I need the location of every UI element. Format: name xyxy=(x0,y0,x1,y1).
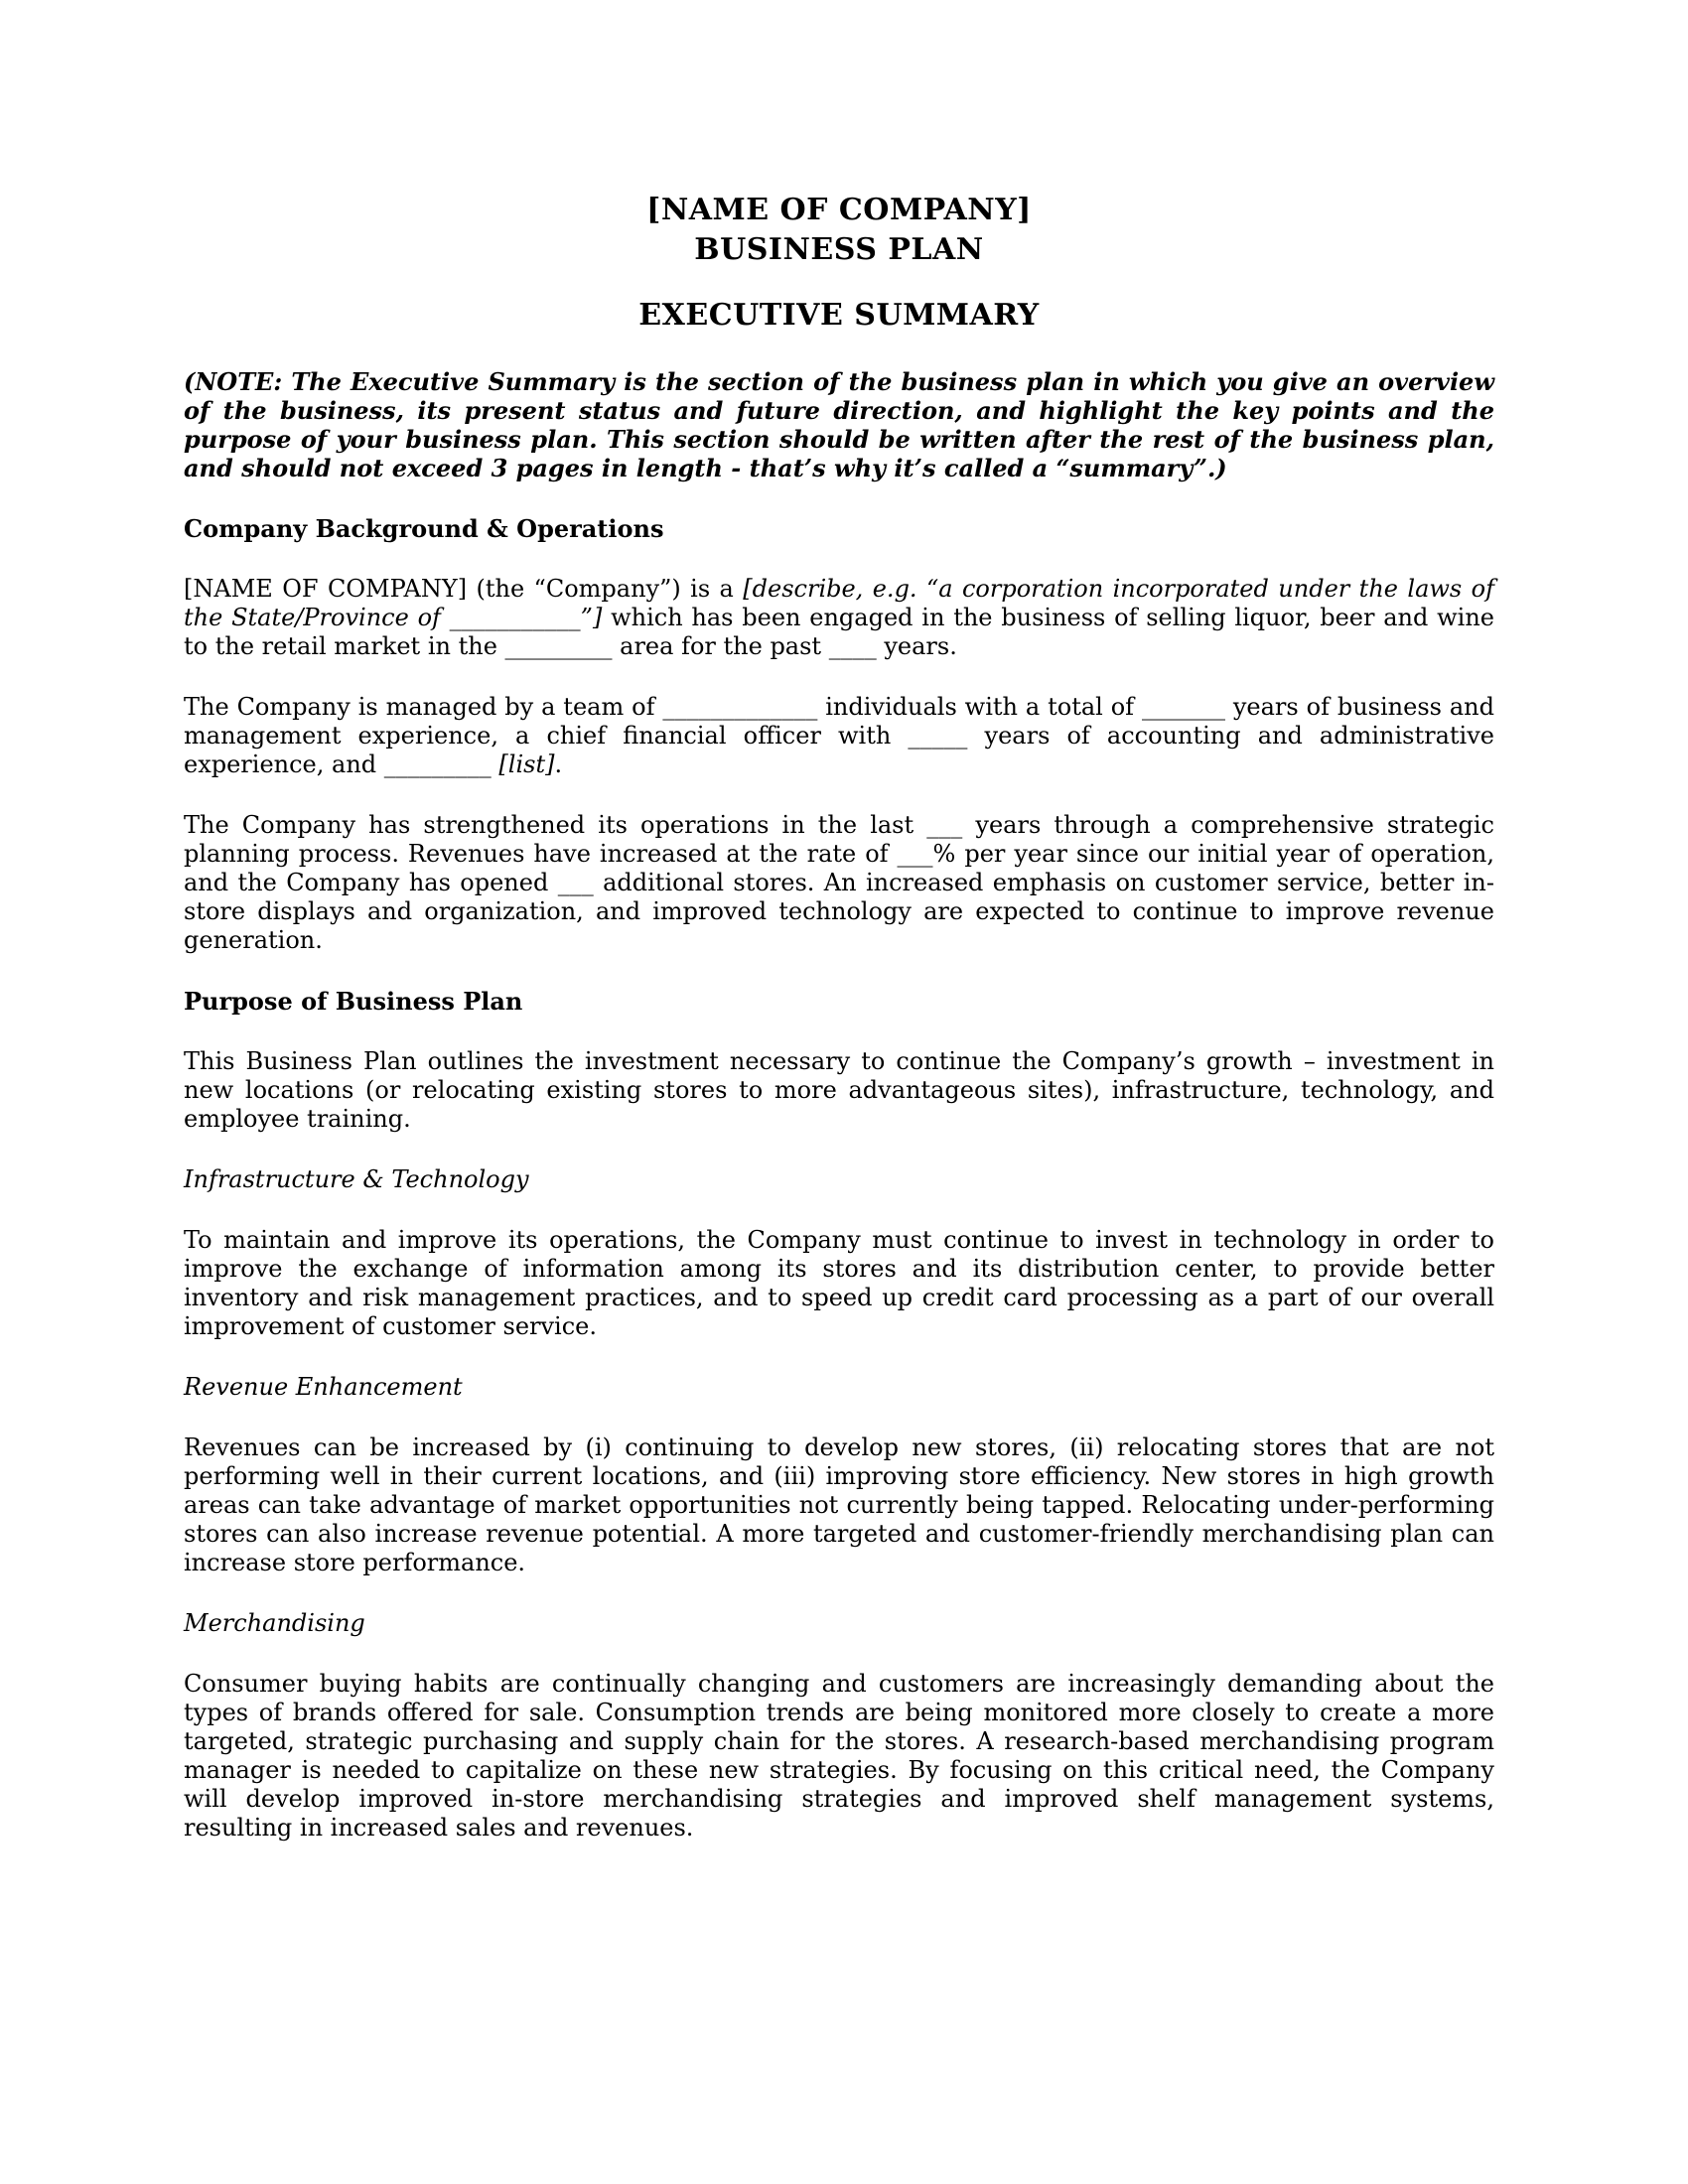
subsection-heading-revenue-enhancement: Revenue Enhancement xyxy=(184,1373,463,1401)
document-title-block xyxy=(184,191,1494,270)
company-description-lead: [NAME OF COMPANY] (the “Company”) is a xyxy=(184,575,744,603)
paragraph-revenue-enhancement: Revenues can be increased by (i) continuing to develop new stores, (ii) relocating stores that are not performing well in their current locations, and (iii) improving store efficiency. New stores in high growth areas can take advantage of market opportunities not currently being tapped. Relocating under-performing stores can also increase revenue potential. A more targeted and customer-friendly merchandising plan can increase store performance. xyxy=(184,1433,1494,1576)
note-paragraph: (NOTE: The Executive Summary is the section of the business plan in which you give an overview of the business, its present status and future direction, and highlight the key points and the purpose of your business plan. This section should be written after the rest of the business plan, and should not exceed 3 pages in length - that’s why it’s called a “summary”.) xyxy=(184,367,1494,482)
management-team-tail: . xyxy=(554,751,563,778)
subsection-heading-merchandising: Merchandising xyxy=(184,1609,365,1637)
executive-summary-heading: EXECUTIVE SUMMARY xyxy=(638,298,1040,333)
management-team-list-placeholder: [list] xyxy=(498,751,555,778)
section-heading-purpose: Purpose of Business Plan xyxy=(184,987,523,1016)
business-plan-title: BUSINESS PLAN xyxy=(694,232,984,267)
management-team-lead: The Company is managed by a team of _____________ individuals with a total of _______ years of business and management experience, a chief financial officer with _____ years of accounting and administrative experience, and _________ xyxy=(184,693,1494,778)
paragraph-company-description xyxy=(184,575,1494,661)
company-name-title: [NAME OF COMPANY] xyxy=(646,193,1032,227)
paragraph-operations-strengthening: The Company has strengthened its operations in the last ___ years through a comprehensive strategic planning process. Revenues have increased at the rate of ___% per year since our initial year of operation, and the Company has opened ___ additional stores. An increased emphasis on customer service, better in-store displays and organization, and improved technology are expected to continue to improve revenue generation. xyxy=(184,811,1494,954)
company-description-tail: which has been engaged in the business of selling liquor, beer and wine to the retail market in the _________ area for the past ____ years. xyxy=(184,604,1495,660)
paragraph-merchandising: Consumer buying habits are continually changing and customers are increasingly demanding about the types of brands offered for sale. Consumption trends are being monitored more closely to create a more targeted, strategic purchasing and supply chain for the stores. A research-based merchandising program manager is needed to capitalize on these new strategies. By focusing on this critical need, the Company will develop improved in-store merchandising strategies and improved shelf management systems, resulting in increased sales and revenues. xyxy=(184,1670,1494,1842)
paragraph-infrastructure-technology: To maintain and improve its operations, the Company must continue to invest in technology in order to improve the exchange of information among its stores and its distribution center, to provide better inventory and risk management practices, and to speed up credit card processing as a part of our overall improvement of customer service. xyxy=(184,1226,1494,1340)
company-description-instruction: [describe, e.g. “a corporation incorporated under the laws of the State/Province of ___________”] xyxy=(184,575,1494,631)
paragraph-management-team xyxy=(184,693,1494,779)
section-heading-company-background: Company Background & Operations xyxy=(184,514,664,543)
paragraph-purpose-intro: This Business Plan outlines the investment necessary to continue the Company’s growth – investment in new locations (or relocating existing stores to more advantageous sites), infrastructure, technology, and employee training. xyxy=(184,1047,1494,1133)
subsection-heading-infrastructure-technology: Infrastructure & Technology xyxy=(184,1165,529,1193)
